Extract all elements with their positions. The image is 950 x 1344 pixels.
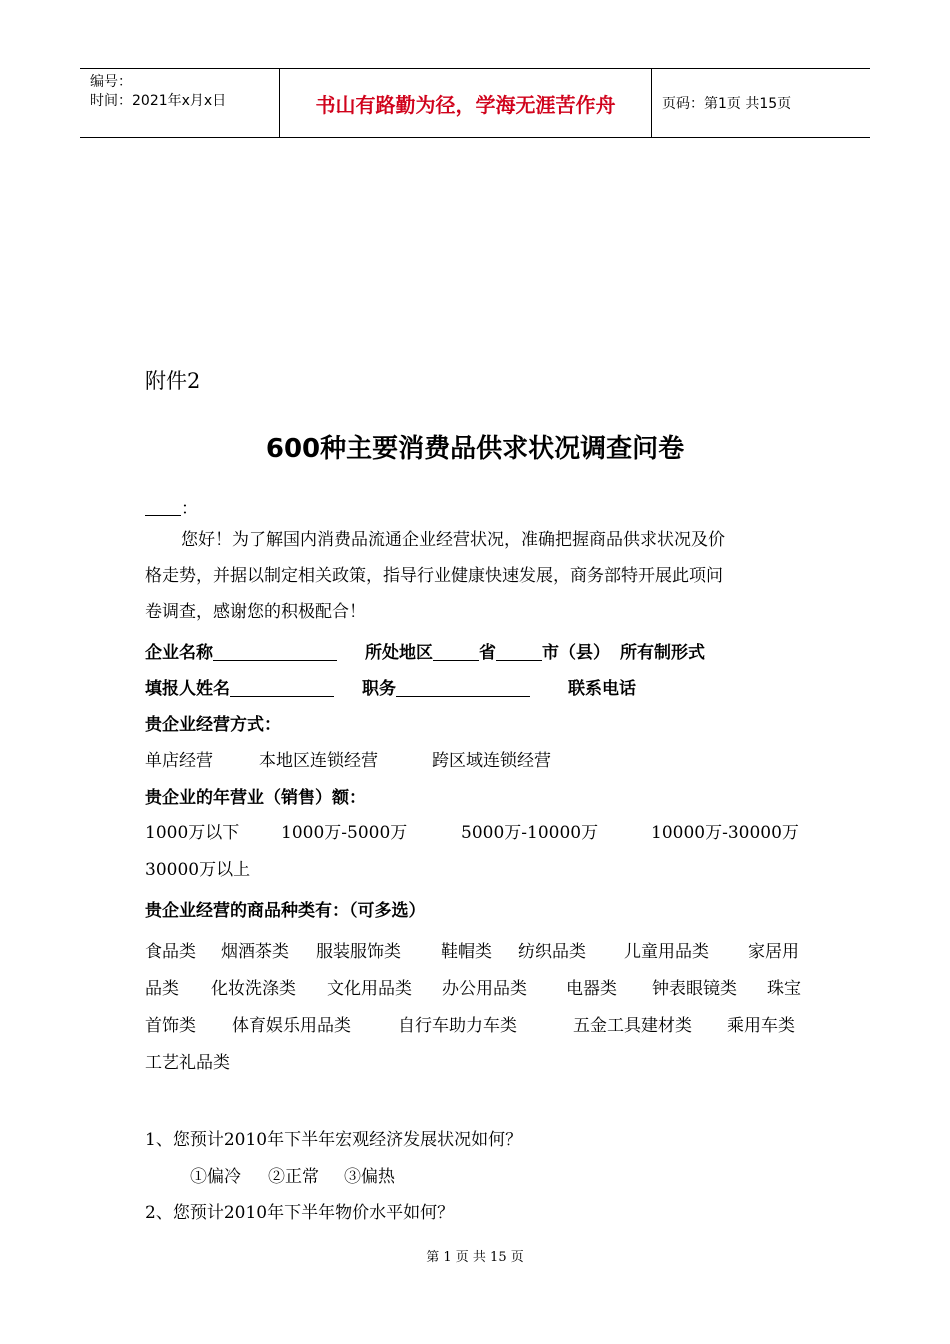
header-motto: 书山有路勤为径，学海无涯苦作舟	[280, 69, 652, 137]
company-name-field[interactable]	[213, 644, 337, 661]
question-2: 2、您预计2010年下半年物价水平如何？	[145, 1203, 455, 1223]
salutation-blank	[145, 501, 181, 516]
annex-label: 附件2	[145, 369, 201, 393]
category-option[interactable]: 珠宝	[767, 979, 801, 999]
intro-line: 您好！为了解国内消费品流通企业经营状况，准确把握商品供求状况及价	[181, 530, 725, 550]
region-label: 所处地区	[365, 643, 433, 663]
q-revenue-label: 贵企业的年营业（销售）额：	[145, 788, 366, 808]
category-option[interactable]: 体育娱乐用品类	[232, 1016, 351, 1036]
revenue-option[interactable]: 1000万以下	[145, 823, 240, 843]
intro-paragraph	[145, 522, 805, 630]
ownership-label: 所有制形式	[620, 643, 705, 663]
number-label: 编号：	[90, 74, 132, 90]
filler-name-field[interactable]	[230, 680, 334, 697]
category-option[interactable]: 服装服饰类	[316, 942, 401, 962]
category-option[interactable]: 品类	[145, 979, 179, 999]
category-option[interactable]: 鞋帽类	[441, 942, 492, 962]
q-mode-label: 贵企业经营方式：	[145, 715, 281, 735]
page-title: 600种主要消费品供求状况调查问卷	[265, 434, 685, 464]
position-field[interactable]	[396, 680, 530, 697]
mode-option[interactable]: 单店经营	[145, 751, 213, 771]
company-name-label: 企业名称	[145, 643, 213, 663]
category-option[interactable]: 家居用	[748, 942, 799, 962]
q-categories-label: 贵企业经营的商品种类有：（可多选）	[145, 901, 426, 921]
province-field[interactable]	[433, 644, 479, 661]
category-option[interactable]: 儿童用品类	[624, 942, 709, 962]
q1-option[interactable]: ①偏冷	[190, 1167, 241, 1187]
intro-line: 卷调查，感谢您的积极配合！	[145, 602, 366, 622]
category-option[interactable]: 五金工具建材类	[573, 1016, 692, 1036]
q1-option[interactable]: ③偏热	[344, 1167, 395, 1187]
category-option[interactable]: 乘用车类	[727, 1016, 795, 1036]
category-option[interactable]: 食品类	[145, 942, 196, 962]
revenue-option[interactable]: 5000万-10000万	[461, 823, 599, 843]
salutation	[145, 494, 198, 519]
time-label: 时间：2021年x月x日	[90, 93, 227, 109]
category-option[interactable]: 办公用品类	[442, 979, 527, 999]
page-footer: 第 1 页 共 15 页	[426, 1250, 524, 1265]
category-option[interactable]: 工艺礼品类	[145, 1053, 230, 1073]
province-label: 省	[479, 643, 496, 663]
city-field[interactable]	[496, 644, 542, 661]
mode-option[interactable]: 跨区域连锁经营	[432, 751, 551, 771]
category-option[interactable]: 烟酒茶类	[221, 942, 289, 962]
header-page-label: 页码：第1页 共15页	[662, 96, 792, 112]
category-option[interactable]: 钟表眼镜类	[652, 979, 737, 999]
form-row-filler	[145, 674, 636, 699]
revenue-option[interactable]: 30000万以上	[145, 860, 251, 880]
salutation-colon: ：	[181, 499, 198, 519]
intro-line: 格走势，并据以制定相关政策，指导行业健康快速发展，商务部特开展此项问	[145, 566, 723, 586]
category-option[interactable]: 首饰类	[145, 1016, 196, 1036]
category-option[interactable]: 文化用品类	[327, 979, 412, 999]
filler-name-label: 填报人姓名	[145, 679, 230, 699]
position-label: 职务	[362, 679, 396, 699]
phone-label: 联系电话	[568, 679, 636, 699]
category-option[interactable]: 纺织品类	[518, 942, 586, 962]
q1-option[interactable]: ②正常	[268, 1167, 319, 1187]
revenue-option[interactable]: 1000万-5000万	[281, 823, 408, 843]
category-option[interactable]: 自行车助力车类	[398, 1016, 517, 1036]
category-option[interactable]: 电器类	[566, 979, 617, 999]
page-header	[80, 68, 870, 138]
category-option[interactable]: 化妆洗涤类	[211, 979, 296, 999]
form-row-company	[145, 638, 705, 663]
revenue-option[interactable]: 10000万-30000万	[651, 823, 799, 843]
mode-option[interactable]: 本地区连锁经营	[259, 751, 378, 771]
question-1: 1、您预计2010年下半年宏观经济发展状况如何？	[145, 1130, 523, 1150]
city-label: 市（县）	[542, 643, 610, 663]
header-meta	[80, 69, 280, 137]
